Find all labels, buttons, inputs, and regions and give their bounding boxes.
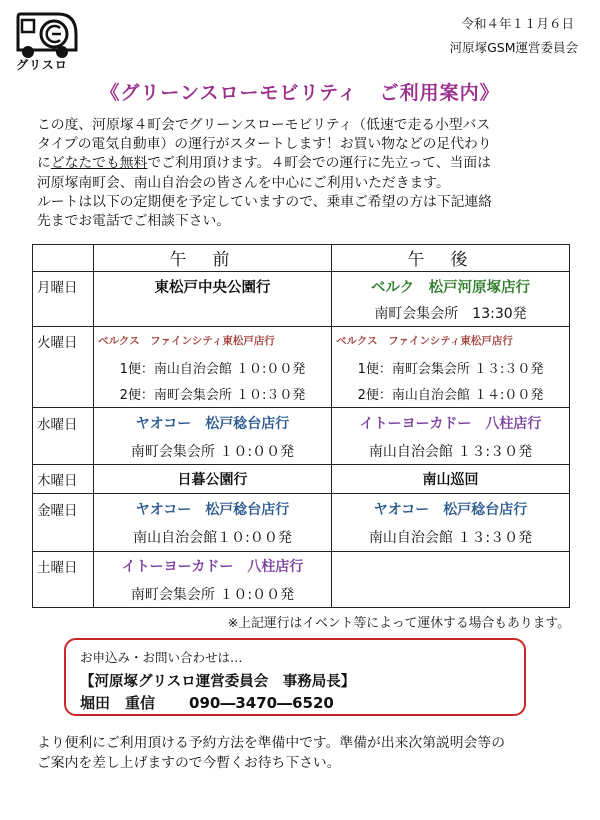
day-label-empty <box>33 581 94 608</box>
intro-line: この度、河原塚４町会でグリーンスローモビリティ（低速で走る小型バス <box>37 117 491 133</box>
day-label-empty <box>33 381 94 408</box>
day-label-empty <box>33 354 94 381</box>
intro-line <box>37 154 567 173</box>
day-label-empty <box>33 301 94 327</box>
title-sub: ご利用案内》 <box>379 82 500 104</box>
friday-am-destination: ヤオコー 松戸稔台店行 <box>94 494 332 524</box>
contact-box <box>64 638 526 716</box>
wednesday-pm-info: 南山自治会館 １３:３０発 <box>332 437 570 465</box>
contact-org: 【河原塚グリスロ運営委員会 事務局長】 <box>80 674 356 690</box>
monday-pm-info: 南町会集会所 13:30発 <box>332 301 570 327</box>
tuesday-pm-destination: ベルクス ファインシティ東松戸店行 <box>332 327 570 355</box>
tuesday-am-info-1: 1便：南山自治会館 １０:００発 <box>94 354 332 381</box>
table-row-thursday <box>33 465 570 494</box>
footer-paragraph <box>37 734 567 773</box>
day-label: 水曜日 <box>33 408 94 438</box>
tuesday-pm-info-1: 1便：南町会集会所 １３:３０発 <box>332 354 570 381</box>
day-label: 金曜日 <box>33 494 94 524</box>
table-header-row <box>33 245 570 272</box>
day-label-empty <box>33 437 94 465</box>
table-row-monday-info <box>33 301 570 327</box>
schedule-note: ※上記運行はイベント等によって運休する場合もあります。 <box>227 616 570 631</box>
header-pm: 午後 <box>332 245 570 272</box>
day-label: 木曜日 <box>33 465 94 494</box>
friday-pm-info: 南山自治会館 １３:３０発 <box>332 523 570 551</box>
table-row-saturday-info <box>33 581 570 608</box>
intro-text: でご利用頂けます。４町会での運行に先立って、当面は <box>147 155 491 172</box>
header-empty-cell <box>33 245 94 272</box>
saturday-am-destination: イトーヨーカドー 八柱店行 <box>94 551 332 581</box>
table-row-friday-info <box>33 523 570 551</box>
schedule-table <box>32 244 570 608</box>
issuer-org: 河原塚GSM運営委員会 <box>449 40 578 55</box>
monday-am-info-empty <box>94 301 332 327</box>
day-label: 火曜日 <box>33 327 94 355</box>
wednesday-pm-destination: イトーヨーカドー 八柱店行 <box>332 408 570 438</box>
intro-line: ルートは以下の定期便を予定していますので、乗車ご希望の方は下記連絡 <box>37 193 493 210</box>
monday-am-destination: 東松戸中央公園行 <box>94 271 332 301</box>
contact-name: 堀田 重信 <box>80 694 156 712</box>
table-row-saturday <box>33 551 570 581</box>
bus-logo-icon <box>14 10 80 62</box>
contact-phone: 090―3470―6520 <box>189 694 334 712</box>
tuesday-am-info-2: 2便：南町会集会所 １０:３０発 <box>94 381 332 408</box>
friday-pm-destination: ヤオコー 松戸稔台店行 <box>332 494 570 524</box>
page-title <box>0 78 600 105</box>
intro-line: 河原塚南町会、南山自治会の皆さんを中心にご利用いただきます。 <box>37 174 450 191</box>
contact-person <box>80 692 510 713</box>
header-am: 午前 <box>94 245 332 272</box>
table-row-wednesday-info <box>33 437 570 465</box>
footer-line: ご案内を差し上げますので今暫くお待ち下さい。 <box>37 754 341 771</box>
friday-am-info: 南山自治会館１０:００発 <box>94 523 332 551</box>
intro-line: タイプの電気自動車）の運行がスタートします！お買い物などの足代わり <box>37 136 492 153</box>
footer-line: より便利にご利用頂ける予約方法を準備中です。準備が出来次第説明会等の <box>37 735 505 751</box>
wednesday-am-info: 南町会集会所 １０:００発 <box>94 437 332 465</box>
table-row-tuesday-info2 <box>33 381 570 408</box>
intro-paragraph <box>37 116 567 231</box>
table-row-friday <box>33 494 570 524</box>
day-label: 土曜日 <box>33 551 94 581</box>
document-date: 令和４年１１月６日 <box>461 16 574 31</box>
intro-underline-free: 無料 <box>119 155 148 172</box>
thursday-am-destination: 日暮公園行 <box>94 465 332 494</box>
intro-underline-anyone: どなたでも <box>50 155 120 172</box>
intro-line: 先までお電話でご相談下さい。 <box>37 213 231 230</box>
table-row-tuesday <box>33 327 570 355</box>
monday-pm-destination: ベルク 松戸河原塚店行 <box>332 271 570 301</box>
table-row-monday <box>33 271 570 301</box>
saturday-pm-info-empty <box>332 581 570 608</box>
tuesday-pm-info-2: 2便：南山自治会館 １４:００発 <box>332 381 570 408</box>
table-row-tuesday-info1 <box>33 354 570 381</box>
day-label-empty <box>33 523 94 551</box>
title-main: 《グリーンスローモビリティ <box>100 82 358 104</box>
wednesday-am-destination: ヤオコー 松戸稔台店行 <box>94 408 332 438</box>
thursday-pm-destination: 南山巡回 <box>332 465 570 494</box>
contact-prompt: お申込み・お問い合わせは… <box>80 650 243 665</box>
intro-text: に <box>37 155 51 172</box>
saturday-am-info: 南町会集会所 １０:００発 <box>94 581 332 608</box>
saturday-pm-empty <box>332 551 570 581</box>
table-row-wednesday <box>33 408 570 438</box>
logo-text: グリスロ <box>16 58 68 72</box>
day-label: 月曜日 <box>33 271 94 301</box>
logo <box>14 10 88 62</box>
tuesday-am-destination: ベルクス ファインシティ東松戸店行 <box>94 327 332 355</box>
